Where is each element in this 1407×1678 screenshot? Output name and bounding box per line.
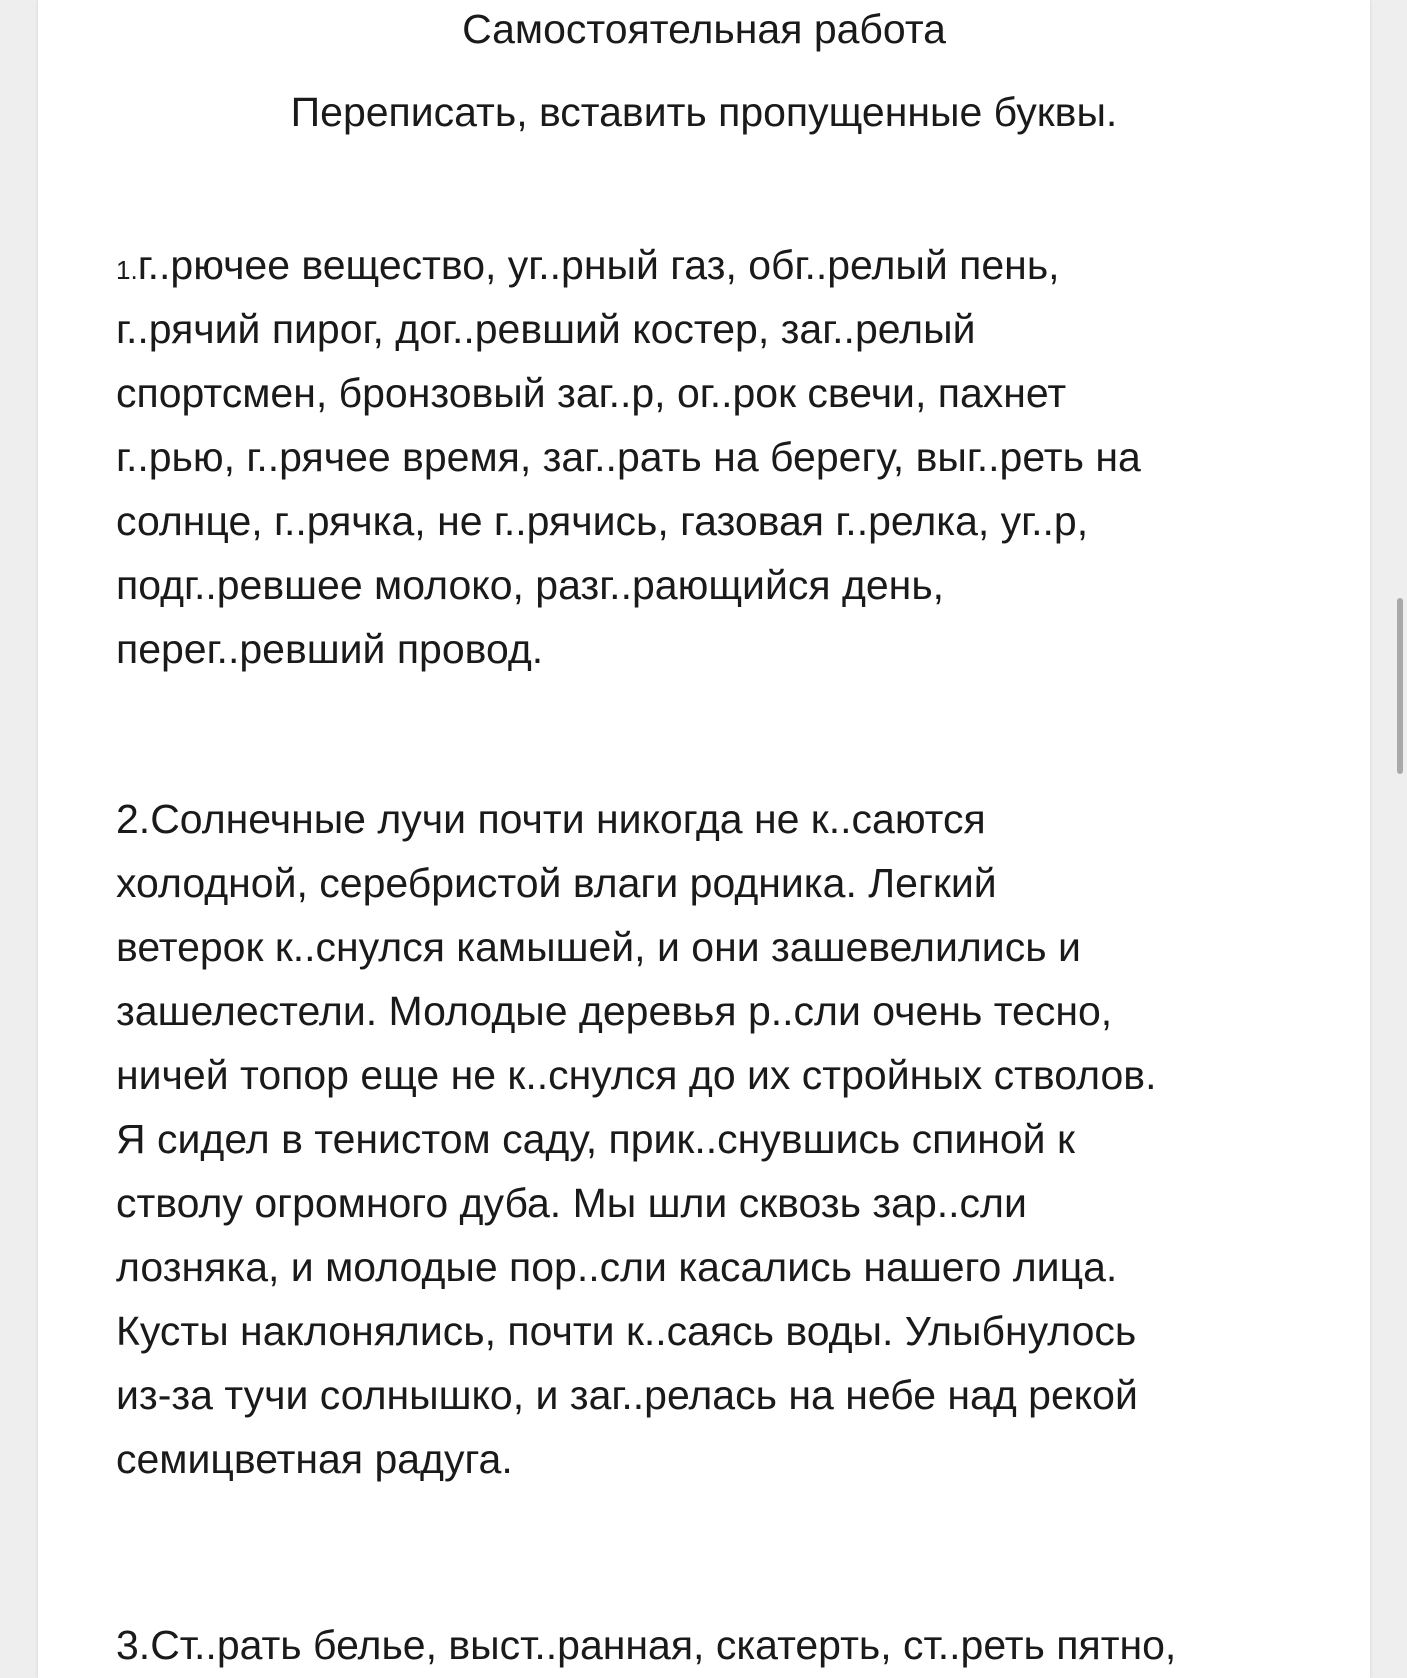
- exercise-line: 1.г..рючее вещество, уг..рный газ, обг..релый пень,: [116, 242, 1060, 288]
- exercise-3: [116, 1613, 1316, 1677]
- exercise-line: г..рячий пирог, дог..ревший костер, заг..релый: [116, 306, 976, 352]
- exercise-line: ветерок к..снулся камышей, и они зашевелились и: [116, 924, 1081, 970]
- exercise-line: ничей топор еще не к..снулся до их стройных стволов.: [116, 1052, 1157, 1098]
- exercise-line: спортсмен, бронзовый заг..р, ог..рок свечи, пахнет: [116, 370, 1067, 416]
- exercise-line: стволу огромного дуба. Мы шли сквозь зар..сли: [116, 1180, 1027, 1226]
- exercise-line: холодной, серебристой влаги родника. Легкий: [116, 860, 997, 906]
- exercise-line: лозняка, и молодые пор..сли касались нашего лица.: [116, 1244, 1118, 1290]
- exercise-1: [116, 233, 1316, 681]
- exercise-line: г..рью, г..рячее время, заг..рать на берегу, выг..реть на: [116, 434, 1141, 480]
- exercise-line: семицветная радуга.: [116, 1436, 513, 1482]
- exercise-line: Я сидел в тенистом саду, прик..снувшись спиной к: [116, 1116, 1075, 1162]
- exercise-line: Кусты наклонялись, почти к..саясь воды. Улыбнулось: [116, 1308, 1137, 1354]
- exercise-line: зашелестели. Молодые деревья р..сли очень тесно,: [116, 988, 1113, 1034]
- exercise-line: из-за тучи солнышко, и заг..релась на небе над рекой: [116, 1372, 1138, 1418]
- document-page: [38, 0, 1370, 1678]
- vertical-scrollbar[interactable]: [1397, 598, 1403, 774]
- exercise-number: 1.: [116, 255, 138, 285]
- exercise-line: подг..ревшее молоко, разг..рающийся день,: [116, 562, 945, 608]
- exercise-line: 2.Солнечные лучи почти никогда не к..саются: [116, 796, 986, 842]
- exercise-2: [116, 787, 1316, 1491]
- exercise-line: перег..ревший провод.: [116, 626, 544, 672]
- task-instruction: Переписать, вставить пропущенные буквы.: [290, 89, 1118, 135]
- exercise-line: солнце, г..рячка, не г..рячись, газовая г..релка, уг..р,: [116, 498, 1089, 544]
- exercise-line: 3.Ст..рать белье, выст..ранная, скатерть, ст..реть пятно,: [116, 1622, 1177, 1668]
- document-title: Самостоятельная работа: [462, 6, 946, 52]
